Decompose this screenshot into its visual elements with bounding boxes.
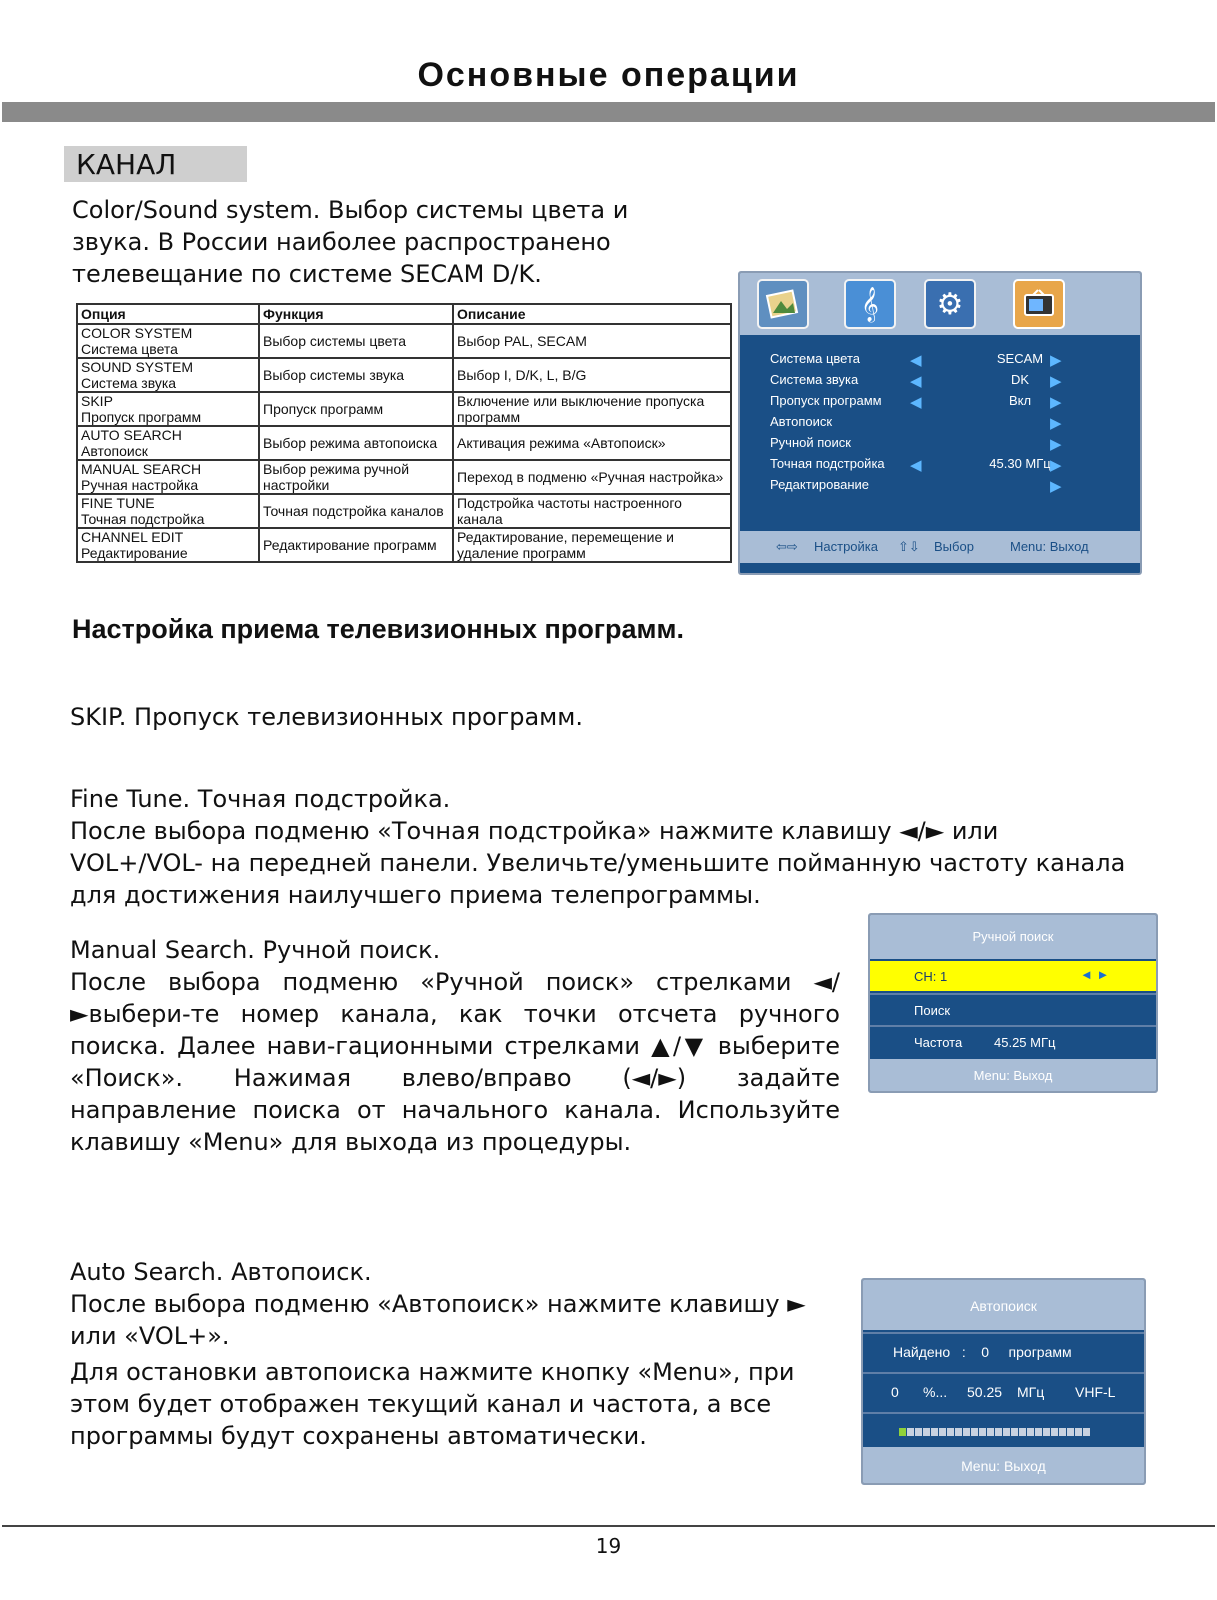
- menu-item-value: Вкл: [1008, 393, 1032, 408]
- progress-segment: [995, 1428, 1002, 1436]
- option-name-ru: Автопоиск: [81, 443, 148, 459]
- option-cell: [77, 528, 259, 562]
- function-cell: Выбор режима автопоиска: [259, 426, 453, 460]
- bottom-divider: [2, 1525, 1215, 1527]
- auto-search-body-1: После выбора подменю «Автопоиск» нажмите клавишу ► или «VOL+».: [70, 1290, 806, 1350]
- footer-select-label: Выбор: [934, 539, 974, 554]
- menu-item-label: Ручной поиск: [770, 435, 851, 450]
- option-name-ru: Система цвета: [81, 341, 178, 357]
- progress-segment: [907, 1428, 914, 1436]
- search-row[interactable]: [870, 993, 1156, 1025]
- found-text: Найдено : 0 программ: [893, 1344, 1072, 1360]
- progress-segment: [1011, 1428, 1018, 1436]
- frequency-label: Частота: [914, 1035, 963, 1050]
- left-arrow-icon[interactable]: ◀: [910, 457, 922, 474]
- progress-segment: [987, 1428, 994, 1436]
- auto-search-box-title: Автопоиск: [863, 1280, 1144, 1330]
- progress-segment: [1059, 1428, 1066, 1436]
- manual-search-title: Manual Search. Ручной поиск.: [70, 936, 441, 964]
- function-cell: Выбор системы звука: [259, 358, 453, 392]
- menu-item[interactable]: [770, 351, 1130, 372]
- option-name-ru: Система звука: [81, 375, 177, 391]
- auto-search-title: Auto Search. Автопоиск.: [70, 1258, 372, 1286]
- right-arrow-icon[interactable]: ▶: [1050, 457, 1062, 474]
- option-cell: [77, 392, 259, 426]
- option-name: MANUAL SEARCH: [81, 461, 202, 477]
- right-arrow-icon[interactable]: ▶: [1050, 373, 1062, 390]
- fine-tune-body: После выбора подменю «Точная подстройка» нажмите клавишу ◄/► или VOL+/VOL- на передней панели. Увеличьте/уменьшите пойманную частоту канала для достижения наилучшего приема телепрограммы.: [70, 817, 1126, 909]
- auto-search-box: [861, 1278, 1146, 1485]
- progress-segment: [1003, 1428, 1010, 1436]
- progress-segment: [979, 1428, 986, 1436]
- channel-row[interactable]: [870, 961, 1156, 991]
- menu-footer: [740, 531, 1140, 563]
- option-cell: [77, 460, 259, 494]
- description-cell: Выбор I, D/K, L, B/G: [453, 358, 731, 392]
- table-row: [77, 528, 731, 562]
- table-row: [77, 494, 731, 528]
- progress-segment: [963, 1428, 970, 1436]
- right-arrow-icon[interactable]: ▶: [1050, 352, 1062, 369]
- table-header: Опция: [77, 304, 259, 324]
- up-down-arrows-icon: ⇧⇩: [898, 539, 920, 554]
- option-name: COLOR SYSTEM: [81, 325, 193, 341]
- table-header: Описание: [453, 304, 731, 324]
- left-arrow-icon[interactable]: ◀: [910, 394, 922, 411]
- progress-row: [863, 1412, 1144, 1452]
- function-cell: Пропуск программ: [259, 392, 453, 426]
- percent-unit: %...: [923, 1384, 948, 1400]
- tv-channel-menu: [738, 271, 1142, 575]
- footer-nav-label: Настройка: [814, 539, 878, 554]
- menu-item-label: Система цвета: [770, 351, 861, 366]
- frequency-value: 50.25: [967, 1384, 1003, 1400]
- band-label: VHF-L: [1075, 1384, 1116, 1400]
- progress-segment: [1035, 1428, 1042, 1436]
- menu-item-label: Точная подстройка: [770, 456, 885, 471]
- found-row: [863, 1332, 1144, 1372]
- search-label: Поиск: [914, 1003, 951, 1018]
- option-name: SKIP: [81, 393, 113, 409]
- manual-search-footer: Menu: Выход: [870, 1059, 1156, 1091]
- progress-segment: [1075, 1428, 1082, 1436]
- progress-segment: [955, 1428, 962, 1436]
- function-cell: Выбор системы цвета: [259, 324, 453, 358]
- footer-menu-exit: Menu: Выход: [1010, 539, 1089, 554]
- manual-search-box-title: Ручной поиск: [870, 915, 1156, 959]
- progress-segment: [1067, 1428, 1074, 1436]
- menu-item[interactable]: [770, 477, 1130, 498]
- section-label: КАНАЛ: [64, 146, 247, 182]
- auto-search-body-2: Для остановки автопоиска нажмите кнопку «Menu», при этом будет отображен текущий канал и частота, а все программы будут сохранены автоматически.: [70, 1358, 795, 1450]
- progress-segment: [939, 1428, 946, 1436]
- progress-segment: [1051, 1428, 1058, 1436]
- option-name-ru: Редактирование: [81, 545, 188, 561]
- option-name: SOUND SYSTEM: [81, 359, 194, 375]
- menu-item-value: 45.30 МГц: [989, 456, 1051, 471]
- option-cell: [77, 494, 259, 528]
- menu-item-label: Автопоиск: [770, 414, 833, 429]
- description-cell: Активация режима «Автопоиск»: [453, 426, 731, 460]
- left-right-arrows-icon: ⇦⇨: [776, 539, 798, 554]
- option-name: CHANNEL EDIT: [81, 529, 184, 545]
- right-arrow-icon[interactable]: ▶: [1050, 415, 1062, 432]
- progress-segment: [1027, 1428, 1034, 1436]
- channel-label: CH: 1: [914, 969, 948, 984]
- option-cell: [77, 358, 259, 392]
- table-row: [77, 426, 731, 460]
- percent-value: 0: [891, 1384, 899, 1400]
- gear-icon[interactable]: ⚙: [924, 279, 976, 329]
- right-arrow-icon[interactable]: ▶: [1050, 478, 1062, 495]
- function-cell: Точная подстройка каналов: [259, 494, 453, 528]
- table-row: [77, 324, 731, 358]
- menu-item-value: DK: [1010, 372, 1030, 387]
- menu-item[interactable]: [770, 435, 1130, 456]
- frequency-row[interactable]: [870, 1025, 1156, 1057]
- menu-item-value: SECAM: [996, 351, 1044, 366]
- table-row: [77, 358, 731, 392]
- progress-segment: [1083, 1428, 1090, 1436]
- menu-item[interactable]: [770, 456, 1130, 477]
- option-name-ru: Пропуск программ: [81, 409, 202, 425]
- right-arrow-icon[interactable]: ▶: [1050, 394, 1062, 411]
- left-arrow-icon[interactable]: ◀: [910, 352, 922, 369]
- progress-segment: [931, 1428, 938, 1436]
- menu-item-label: Редактирование: [770, 477, 870, 492]
- menu-item[interactable]: [770, 414, 1130, 435]
- picture-icon[interactable]: [757, 279, 809, 329]
- menu-item-label: Пропуск программ: [770, 393, 882, 408]
- progress-segment: [947, 1428, 954, 1436]
- option-name-ru: Точная подстройка: [81, 511, 205, 527]
- table-header-row: [77, 304, 731, 324]
- left-arrow-icon[interactable]: ◀: [910, 373, 922, 390]
- description-cell: Переход в подменю «Ручная настройка»: [453, 460, 731, 494]
- description-cell: Включение или выключение пропуска программ: [453, 392, 731, 426]
- progress-segment: [923, 1428, 930, 1436]
- progress-segment: [915, 1428, 922, 1436]
- intro-text: Color/Sound system. Выбор системы цвета и звука. В России наиболее распространено телевещание по системе SECAM D/K.: [72, 196, 629, 288]
- tv-icon[interactable]: [1013, 279, 1065, 329]
- fine-tune-title: Fine Tune. Точная подстройка.: [70, 785, 451, 813]
- status-row: [863, 1372, 1144, 1412]
- progress-segment: [1019, 1428, 1026, 1436]
- option-name-ru: Ручная настройка: [81, 477, 199, 493]
- description-cell: Подстройка частоты настроенного канала: [453, 494, 731, 528]
- frequency-unit: МГц: [1017, 1384, 1045, 1400]
- menu-item-label: Система звука: [770, 372, 859, 387]
- description-cell: Выбор PAL, SECAM: [453, 324, 731, 358]
- left-right-arrows-icon[interactable]: ◄ ►: [1080, 967, 1110, 982]
- menu-item[interactable]: [770, 393, 1130, 414]
- frequency-value: 45.25 МГц: [994, 1035, 1056, 1050]
- description-cell: Редактирование, перемещение и удаление программ: [453, 528, 731, 562]
- page-title: Основные операции: [417, 56, 800, 94]
- menu-item[interactable]: [770, 372, 1130, 393]
- function-cell: Редактирование программ: [259, 528, 453, 562]
- progress-segment: [971, 1428, 978, 1436]
- manual-search-box: [868, 913, 1158, 1093]
- skip-text: SKIP. Пропуск телевизионных программ.: [70, 703, 584, 731]
- auto-search-footer: Menu: Выход: [863, 1447, 1144, 1483]
- tuning-heading: Настройка приема телевизионных программ.: [72, 614, 685, 644]
- option-name: FINE TUNE: [81, 495, 155, 511]
- options-table: [76, 303, 732, 563]
- progress-bar: [899, 1428, 1090, 1436]
- option-cell: [77, 324, 259, 358]
- table-row: [77, 460, 731, 494]
- title-divider: [2, 102, 1215, 122]
- table-row: [77, 392, 731, 426]
- manual-search-body: После выбора подменю «Ручной поиск» стрелками ◄/►выбери-те номер канала, как точки отсчета ручного поиска. Далее нави-гационными стрелками ▲/▼ выберите «Поиск». Нажимая влево/вправо (◄/►) задайте направление поиска от начального канала. Используйте клавишу «Menu» для выхода из процедуры.: [70, 968, 840, 1156]
- table-header: Функция: [259, 304, 453, 324]
- progress-segment: [899, 1428, 906, 1436]
- option-cell: [77, 426, 259, 460]
- option-name: AUTO SEARCH: [81, 427, 182, 443]
- right-arrow-icon[interactable]: ▶: [1050, 436, 1062, 453]
- function-cell: Выбор режима ручной настройки: [259, 460, 453, 494]
- page-number: 19: [595, 1534, 622, 1558]
- music-note-icon[interactable]: 𝄞: [844, 279, 896, 329]
- progress-segment: [1043, 1428, 1050, 1436]
